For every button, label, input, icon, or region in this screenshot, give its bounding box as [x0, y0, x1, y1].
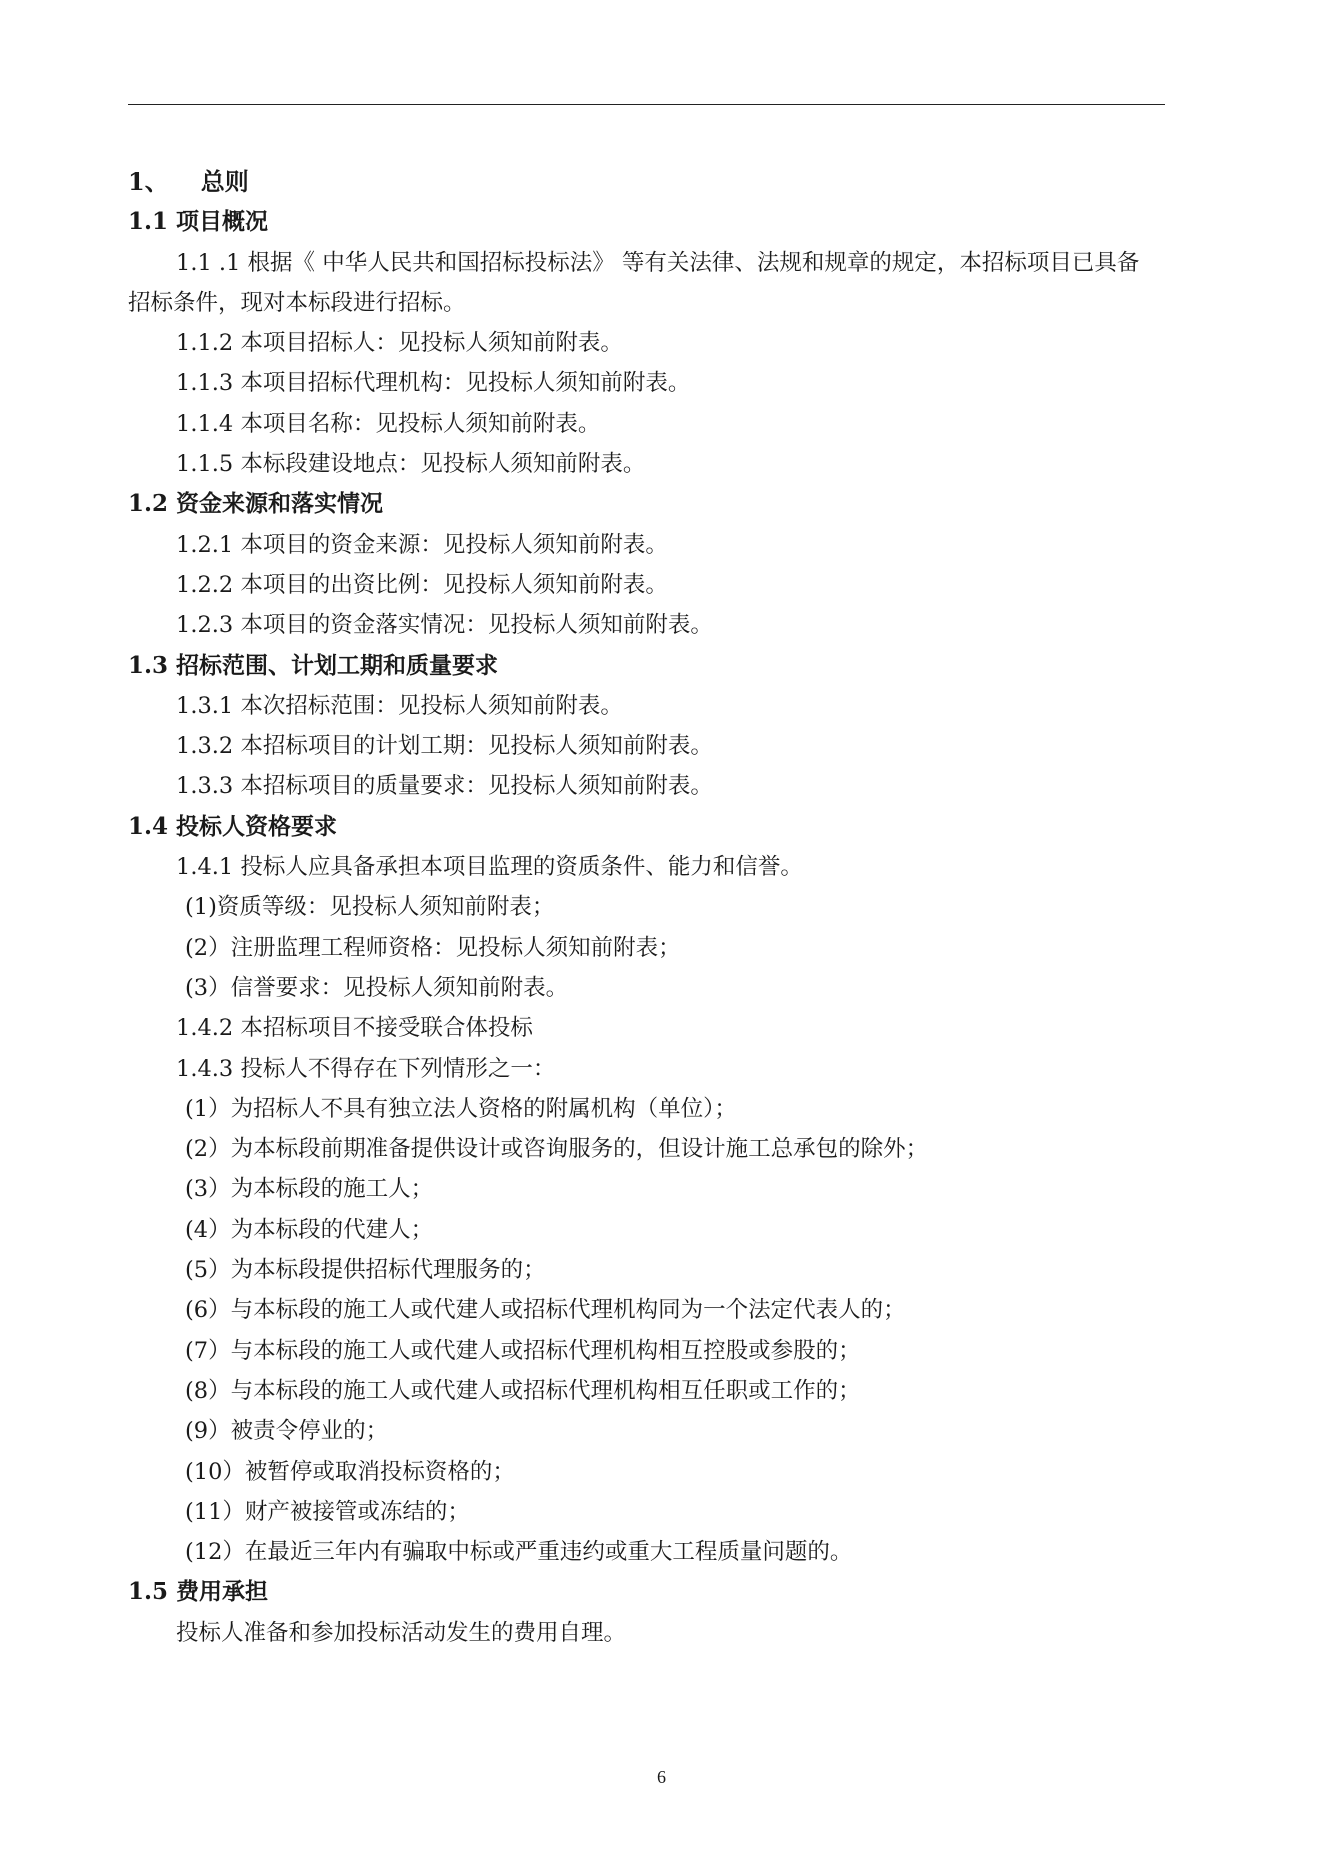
clause: 1.3.3 本招标项目的质量要求：见投标人须知前附表。 [176, 773, 713, 800]
subsection-heading: 1.1 项目概况 [128, 208, 269, 236]
header-rule [128, 104, 1165, 105]
clause: 1.4.1 投标人应具备承担本项目监理的资质条件、能力和信誉。 [176, 854, 803, 881]
list-item: (8）与本标段的施工人或代建人或招标代理机构相互任职或工作的； [185, 1377, 861, 1404]
list-item: (10）被暂停或取消投标资格的； [185, 1458, 515, 1485]
section-number: 1、 [128, 167, 169, 196]
section-title: 总则 [200, 167, 249, 196]
list-item: (3）信誉要求：见投标人须知前附表。 [185, 974, 569, 1001]
clause: 1.3.1 本次招标范围：见投标人须知前附表。 [176, 692, 623, 719]
clause: 1.3.2 本招标项目的计划工期：见投标人须知前附表。 [176, 733, 713, 760]
list-item: (1）为招标人不具有独立法人资格的附属机构（单位）； [185, 1095, 737, 1122]
clause: 1.1.3 本项目招标代理机构：见投标人须知前附表。 [176, 370, 691, 397]
clause: 1.1.2 本项目招标人：见投标人须知前附表。 [176, 330, 623, 357]
list-item: (4）为本标段的代建人； [185, 1216, 434, 1243]
subsection-heading: 1.5 费用承担 [128, 1578, 269, 1606]
clause: 1.2.2 本项目的出资比例：见投标人须知前附表。 [176, 571, 668, 598]
paragraph: 投标人准备和参加投标活动发生的费用自理。 [176, 1619, 627, 1646]
list-item: (5）为本标段提供招标代理服务的； [185, 1257, 546, 1284]
paragraph-first-line: 1.1 .1 根据《 中华人民共和国招标投标法》 等有关法律、法规和规章的规定，本招标项目已具备 [176, 249, 1140, 276]
paragraph-continuation: 招标条件，现对本标段进行招标。 [128, 289, 466, 316]
page-number: 6 [657, 1767, 666, 1787]
list-item: (11）财产被接管或冻结的； [185, 1498, 470, 1525]
clause: 1.4.2 本招标项目不接受联合体投标 [176, 1015, 533, 1042]
list-item: (1)资质等级：见投标人须知前附表； [185, 894, 555, 921]
document-body [128, 162, 1203, 1653]
section-heading [128, 162, 1203, 202]
subsection-heading: 1.4 投标人资格要求 [128, 812, 338, 840]
list-item: (9）被责令停业的； [185, 1418, 389, 1445]
list-item: (2）注册监理工程师资格：见投标人须知前附表； [185, 934, 681, 961]
clause: 1.2.1 本项目的资金来源：见投标人须知前附表。 [176, 531, 668, 558]
subsection-heading: 1.2 资金来源和落实情况 [128, 490, 384, 518]
clause: 1.1.4 本项目名称：见投标人须知前附表。 [176, 410, 601, 437]
list-item: (2）为本标段前期准备提供设计或咨询服务的，但设计施工总承包的除外； [185, 1136, 929, 1163]
clause: 1.2.3 本项目的资金落实情况：见投标人须知前附表。 [176, 612, 713, 639]
clause: 1.4.3 投标人不得存在下列情形之一： [176, 1055, 556, 1082]
list-item: (6）与本标段的施工人或代建人或招标代理机构同为一个法定代表人的； [185, 1297, 906, 1324]
list-item: (3）为本标段的施工人； [185, 1176, 434, 1203]
list-item: (7）与本标段的施工人或代建人或招标代理机构相互控股或参股的； [185, 1337, 861, 1364]
list-item: (12）在最近三年内有骗取中标或严重违约或重大工程质量问题的。 [185, 1539, 853, 1566]
clause: 1.1.5 本标段建设地点：见投标人须知前附表。 [176, 451, 646, 478]
subsection-heading: 1.3 招标范围、计划工期和质量要求 [128, 651, 499, 679]
paragraph [128, 243, 1203, 283]
